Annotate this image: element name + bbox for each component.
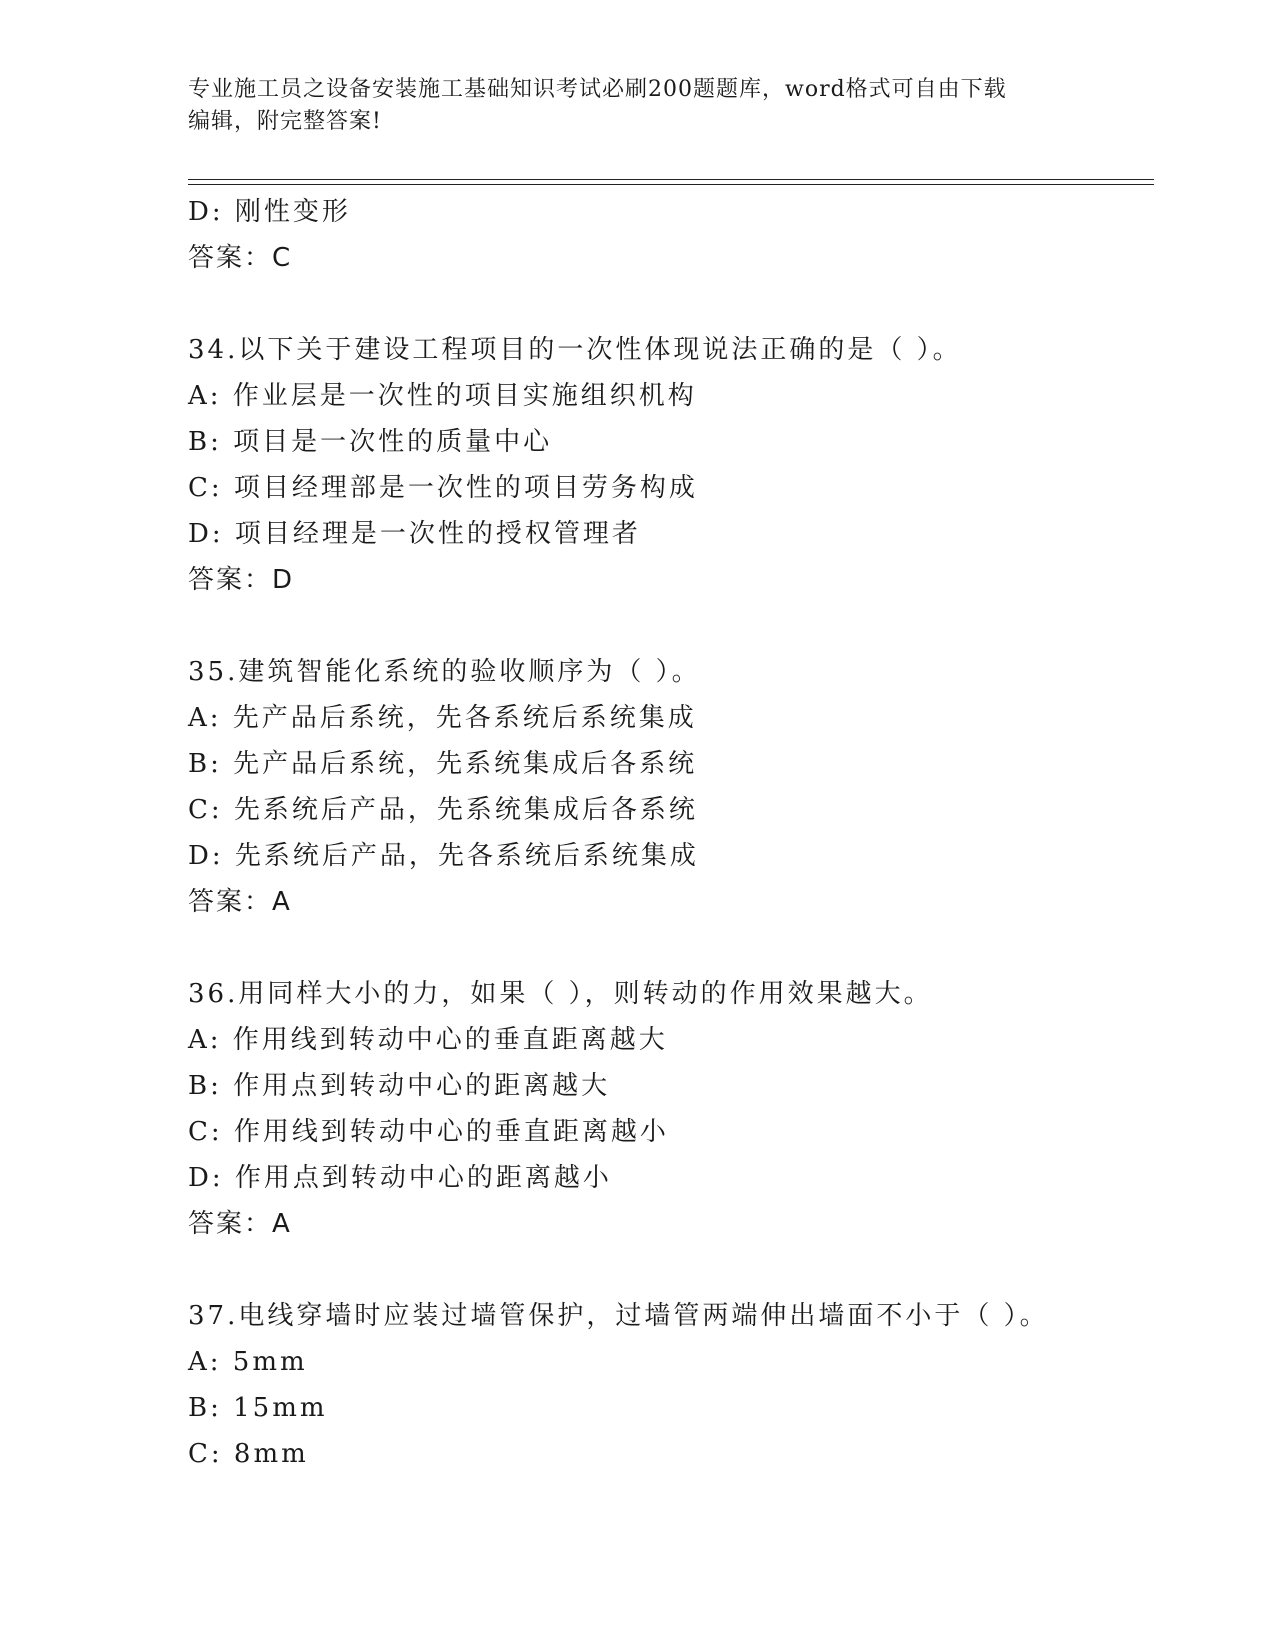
- option-c: C: 8mm: [188, 1439, 309, 1469]
- spacer: [188, 925, 1148, 971]
- header-line-1: 专业施工员之设备安装施工基础知识考试必刷200题题库，word格式可自由下载: [188, 77, 1007, 102]
- option-b: B: 15mm: [188, 1393, 328, 1423]
- option-d: D: 先系统后产品，先各系统后系统集成: [188, 841, 699, 871]
- option-b: B: 项目是一次性的质量中心: [188, 427, 553, 457]
- option-a: A: 先产品后系统，先各系统后系统集成: [188, 703, 697, 733]
- option-a: A: 作用线到转动中心的垂直距离越大: [188, 1025, 668, 1055]
- option-d: D: 项目经理是一次性的授权管理者: [188, 519, 641, 549]
- option-c: C: 先系统后产品，先系统集成后各系统: [188, 795, 698, 825]
- answer-35: 答案：A: [188, 887, 292, 917]
- option-d: D: 作用点到转动中心的距离越小: [188, 1163, 612, 1193]
- option-c: C: 项目经理部是一次性的项目劳务构成: [188, 473, 698, 503]
- header-divider-bottom: [188, 184, 1154, 185]
- option-b: B: 先产品后系统，先系统集成后各系统: [188, 749, 698, 779]
- header-line-2: 编辑，附完整答案!: [188, 109, 382, 134]
- question-stem-35: 35.建筑智能化系统的验收顺序为（ ）。: [188, 657, 701, 687]
- question-list: [188, 189, 1148, 1477]
- option-a: A: 5mm: [188, 1347, 308, 1377]
- question-stem-37: 37.电线穿墙时应装过墙管保护，过墙管两端伸出墙面不小于（ ）。: [188, 1301, 1049, 1331]
- answer-36: 答案：A: [188, 1209, 292, 1239]
- spacer: [188, 1247, 1148, 1293]
- question-stem-34: 34.以下关于建设工程项目的一次性体现说法正确的是（ ）。: [188, 335, 962, 365]
- answer-carryover: 答案：C: [188, 243, 293, 273]
- option-c: C: 作用线到转动中心的垂直距离越小: [188, 1117, 669, 1147]
- question-stem-36: 36.用同样大小的力，如果（ ），则转动的作用效果越大。: [188, 979, 933, 1009]
- option-b: B: 作用点到转动中心的距离越大: [188, 1071, 611, 1101]
- spacer: [188, 281, 1148, 327]
- option-a: A: 作业层是一次性的项目实施组织机构: [188, 381, 697, 411]
- spacer: [188, 603, 1148, 649]
- header-divider-top: [188, 179, 1154, 180]
- option-d-carryover: D: 刚性变形: [188, 197, 351, 227]
- answer-34: 答案：D: [188, 565, 295, 595]
- document-header: [188, 74, 1088, 138]
